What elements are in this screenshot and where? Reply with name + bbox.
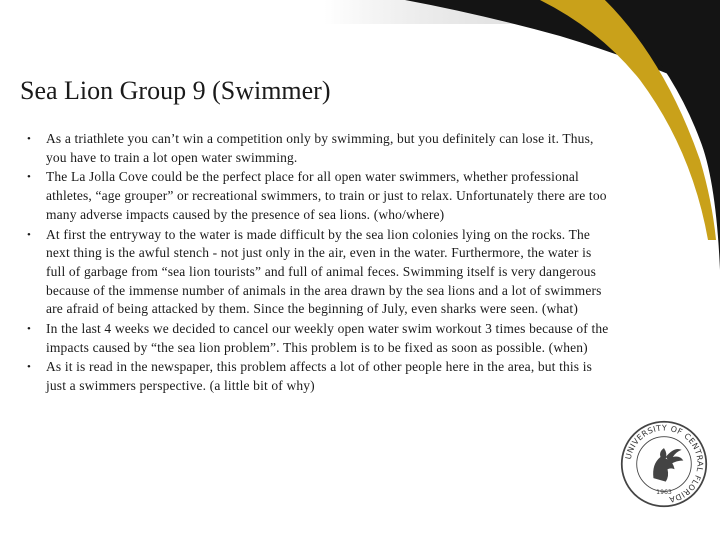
bullet-item	[27, 130, 612, 167]
bullet-symbol: •	[27, 361, 32, 374]
seal-text: UNIVERSITY OF CENTRAL FLORIDA	[623, 423, 705, 505]
bullet-item	[27, 226, 612, 320]
bullet-item	[27, 168, 612, 224]
slide-title: Sea Lion Group 9 (Swimmer)	[20, 76, 331, 105]
bullet-text: As it is read in the newspaper, this problem affects a lot of other people here in the area, but this is just a swimmers perspective. (a little bit of why)	[46, 359, 593, 394]
bullet-item	[27, 320, 612, 357]
bullet-list	[27, 130, 612, 397]
seal-year: 1963	[656, 488, 672, 496]
university-seal-logo	[620, 420, 708, 508]
bullet-symbol: •	[27, 171, 32, 184]
bullet-symbol: •	[27, 323, 32, 336]
bullet-text: The La Jolla Cove could be the perfect place for all open water swimmers, whether professional athletes, “age grouper” or recreational swimmers, to train or just to relax. Unfortunately there are too many adverse impacts caused by the presence of sea lions. (who/where)	[46, 169, 607, 222]
bullet-symbol: •	[27, 228, 32, 241]
bullet-text: In the last 4 weeks we decided to cancel our weekly open water swim workout 3 times because of the impacts caused by “the sea lion problem”. This problem is to be fixed as soon as possible. (when)	[46, 321, 609, 355]
bullet-item	[27, 358, 612, 395]
bullet-text: At first the entryway to the water is made difficult by the sea lion colonies lying on the rocks. The next thing is the awful stench - not just only in the air, even in the water. Furthermore, the water is full of garbage from “sea lion tourists” and full of animal feces. Swimming itself is very dangerous because of the immense number of animals in the area drawn by the sea lions and a lot of swimmers are afraid of being attacked by them. Since the beginning of July, even sharks were seen. (what)	[46, 226, 602, 317]
bullet-symbol: •	[27, 133, 32, 145]
bullet-text: As a triathlete you can’t win a competition only by swimming, but you definitely can lose it. Thus, you have to train a lot open water swimming.	[46, 131, 594, 165]
